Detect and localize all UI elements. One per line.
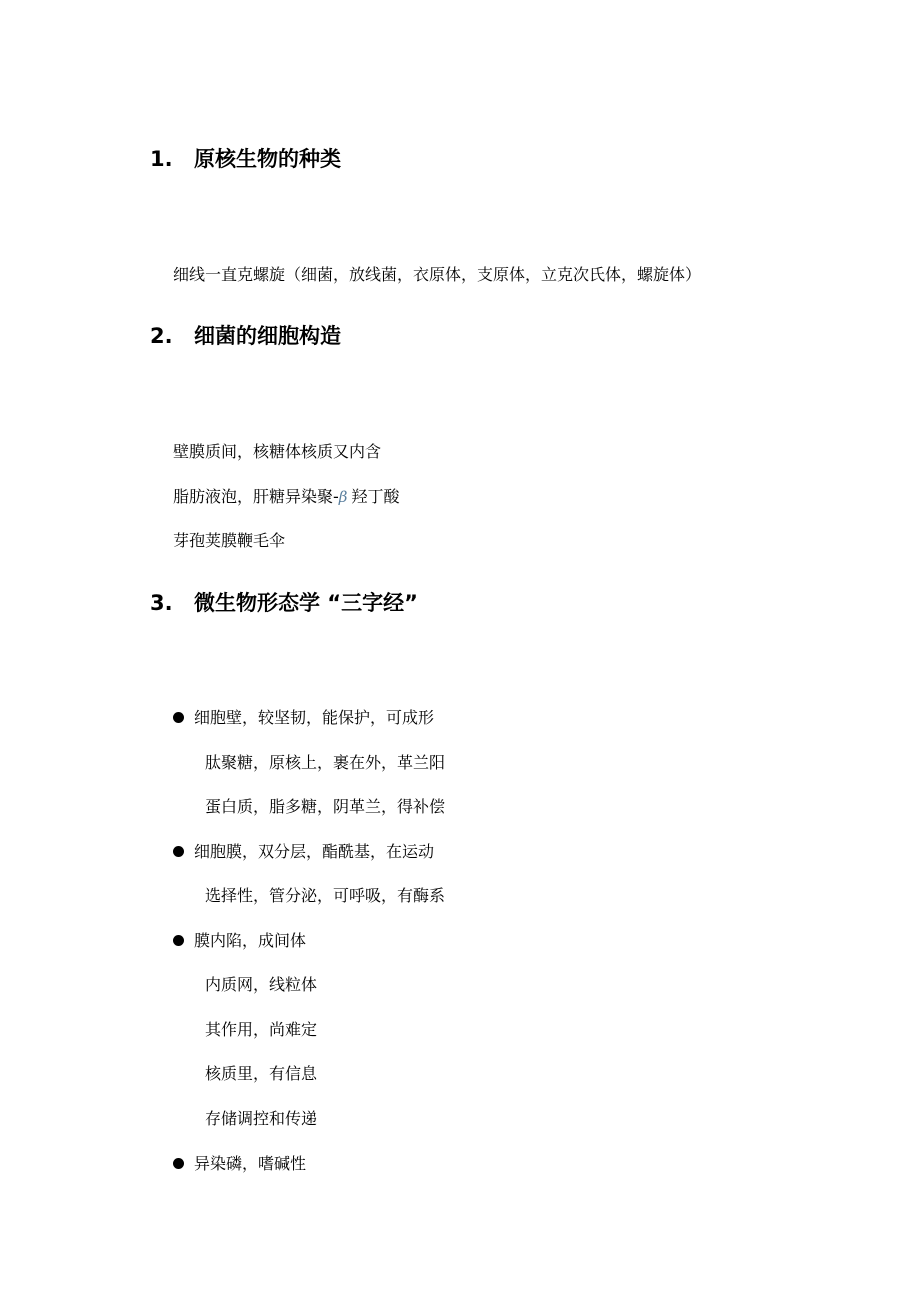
bullet-item-volutin [173,1152,306,1176]
bullet-text: 异染磷，嗜碱性 [194,1154,307,1173]
section-2-line-2-text: 脂肪液泡，肝糖异染聚- [173,487,339,506]
section-2-line-2-suffix: 羟丁酸 [351,487,400,506]
bullet-text: 细胞壁，较坚韧，能保护，可成形 [194,708,435,727]
bullet-sub-line: 其作用，尚难定 [205,1020,318,1039]
bullet-sub-line: 选择性，管分泌，可呼吸，有酶系 [205,886,446,905]
section-2-line-1: 壁膜质间，核糖体核质又内含 [173,442,382,461]
section-2-heading [150,321,341,351]
section-1-line-1: 细线一直克螺旋（细菌，放线菌，衣原体，支原体，立克次氏体，螺旋体） [173,265,702,284]
bullet-sub-line: 内质网，线粒体 [205,975,318,994]
bullet-icon [173,1158,184,1169]
section-1-number: 1. [150,147,173,171]
section-2-line-2 [173,485,399,509]
bullet-icon [173,846,184,857]
bullet-text: 膜内陷，成间体 [194,931,307,950]
section-2-number: 2. [150,324,173,348]
section-1-heading [150,144,341,174]
bullet-sub-line: 蛋白质，脂多糖，阴革兰，得补偿 [205,797,446,816]
bullet-sub-line: 存储调控和传递 [205,1109,318,1128]
bullet-text: 细胞膜，双分层，酯酰基，在运动 [194,842,435,861]
section-1-title: 原核生物的种类 [194,147,341,171]
section-3-heading [150,588,418,618]
bullet-sub-line: 核质里，有信息 [205,1064,318,1083]
section-2-title: 细菌的细胞构造 [194,324,341,348]
bullet-item-cell-wall [173,706,434,730]
section-3-number: 3. [150,591,173,615]
section-2-line-3: 芽孢荚膜鞭毛伞 [173,531,286,550]
bullet-sub-line: 肽聚糖，原核上，裹在外，革兰阳 [205,753,446,772]
bullet-icon [173,935,184,946]
bullet-item-cell-membrane [173,840,434,864]
bullet-item-mesosome [173,929,306,953]
beta-symbol: β [338,488,348,506]
bullet-icon [173,712,184,723]
section-3-title: 微生物形态学 “三字经” [194,591,418,615]
